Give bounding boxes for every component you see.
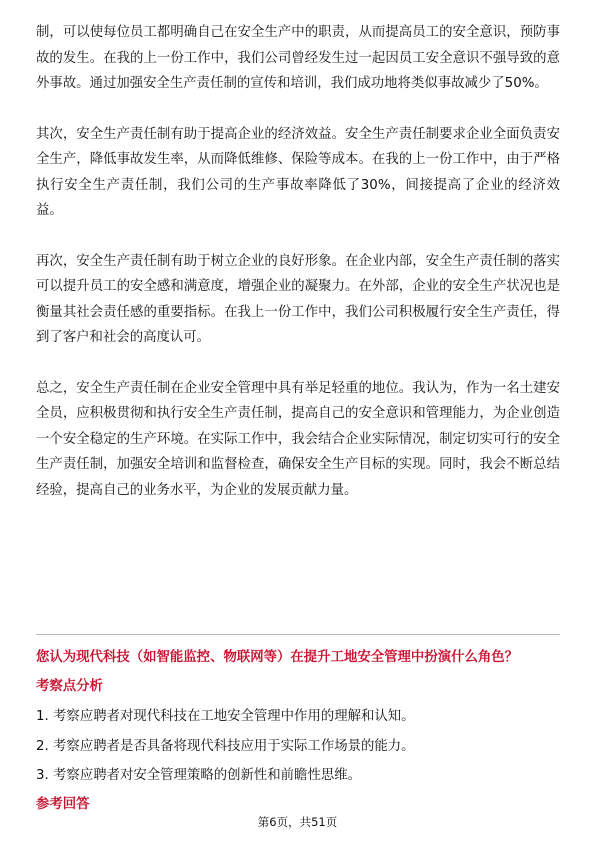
list-item: 1. 考察应聘者对现代科技在工地安全管理中作用的理解和认知。 (36, 709, 415, 724)
paragraph: 再次，安全生产责任制有助于树立企业的良好形象。在企业内部，安全生产责任制的落实可以提升员工的安全感和满意度，增强企业的凝聚力。在外部，企业的安全生产状况也是衡量其社会责任感的重要指标。在我上一份工作中，我们公司积极履行安全生产责任，得到了客户和社会的高度认可。 (36, 253, 560, 345)
list-item: 2. 考察应聘者是否具备将现代科技应用于实际工作场景的能力。 (36, 738, 415, 754)
section-divider (36, 634, 560, 635)
paragraph: 制，可以使每位员工都明确自己在安全生产中的职责，从而提高员工的安全意识，预防事故的发生。在我的上一份工作中，我们公司曾经发生过一起因员工安全意识不强导致的意外事故。通过加强安全生产责任制的宣传和培训，我们成功地将类似事故减少了50%。 (36, 25, 560, 91)
analysis-heading: 考察点分析 (36, 679, 103, 694)
body-text (36, 20, 560, 503)
analysis-points-list (36, 702, 560, 791)
paragraph: 总之，安全生产责任制在企业安全管理中具有举足轻重的地位。我认为，作为一名土建安全员，应积极贯彻和执行安全生产责任制，提高自己的安全意识和管理能力，为企业创造一个安全稳定的生产环境。在实际工作中，我会结合企业实际情况，制定切实可行的安全生产责任制，加强安全培训和监督检查，确保安全生产目标的实现。同时，我会不断总结经验，提高自己的业务水平，为企业的发展贡献力量。 (36, 380, 560, 498)
page-number: 第6页，共51页 (257, 815, 338, 829)
paragraph-gap (36, 97, 560, 122)
interview-question: 您认为现代科技（如智能监控、物联网等）在提升工地安全管理中扮演什么角色？ (36, 650, 519, 665)
paragraph: 其次，安全生产责任制有助于提高企业的经济效益。安全生产责任制要求企业全面负责安全生产，降低事故发生率，从而降低维修、保险等成本。在我的上一份工作中，由于严格执行安全生产责任制，我们公司的生产事故率降低了30%，间接提高了企业的经济效益。 (36, 126, 560, 218)
paragraph-gap (36, 351, 560, 376)
list-item: 3. 考察应聘者对安全管理策略的创新性和前瞻性思维。 (36, 768, 362, 783)
answer-heading: 参考回答 (36, 797, 90, 812)
paragraph-gap (36, 224, 560, 249)
